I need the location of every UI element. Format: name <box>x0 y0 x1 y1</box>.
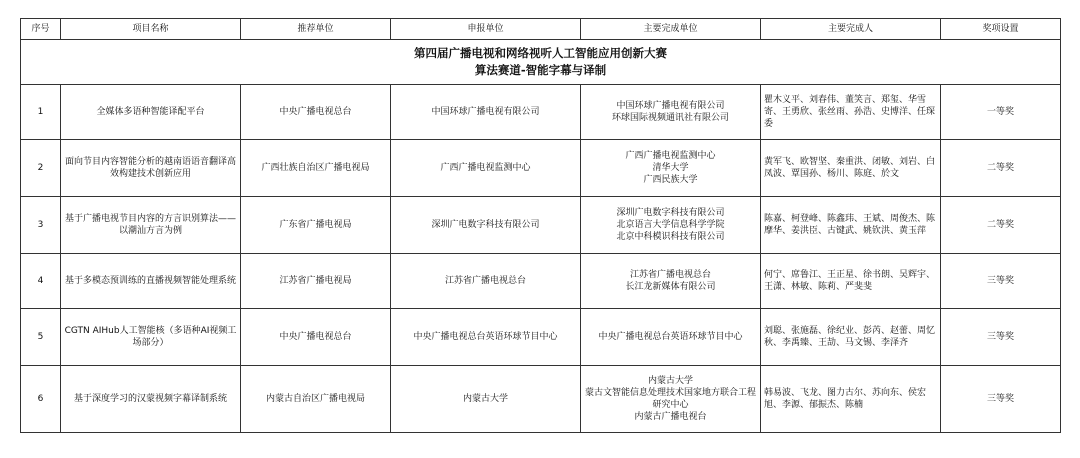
unit-item: 深圳广电数字科技有限公司 <box>616 208 725 218</box>
row-people: 陈嘉、柯登峰、陈鑫玮、王斌、周俊杰、陈摩华、姜洪臣、古键武、姚钦洪、黄玉萍 <box>761 197 941 254</box>
row-no: 3 <box>21 197 61 254</box>
row-award: 二等奖 <box>941 197 1061 254</box>
header-row <box>21 19 1061 40</box>
row-applicant: 深圳广电数字科技有限公司 <box>391 197 581 254</box>
header-no: 序号 <box>21 19 61 40</box>
row-recommender: 广东省广播电视局 <box>241 197 391 254</box>
unit-item: 中央广播电视总台英语环球节目中心 <box>598 332 743 342</box>
table-row <box>21 254 1061 309</box>
row-units <box>581 197 761 254</box>
row-award: 二等奖 <box>941 140 1061 197</box>
row-no: 4 <box>21 254 61 309</box>
row-no: 6 <box>21 366 61 433</box>
unit-item: 中国环球广播电视有限公司 <box>616 101 725 111</box>
row-units <box>581 254 761 309</box>
row-people: 瞿木义平、刘春伟、董笑言、郑玺、华雪寄、王勇欣、张丝雨、孙浩、史博洋、任琛委 <box>761 85 941 140</box>
unit-item: 北京中科模识科技有限公司 <box>616 232 725 242</box>
row-recommender: 江苏省广播电视局 <box>241 254 391 309</box>
row-recommender: 广西壮族自治区广播电视局 <box>241 140 391 197</box>
header-recommender: 推荐单位 <box>241 19 391 40</box>
row-project: 基于多模态预训练的直播视频智能处理系统 <box>61 254 241 309</box>
row-recommender: 中央广播电视总台 <box>241 85 391 140</box>
row-units <box>581 309 761 366</box>
row-award: 三等奖 <box>941 309 1061 366</box>
row-project: 基于深度学习的汉蒙视频字幕译制系统 <box>61 366 241 433</box>
table-row <box>21 309 1061 366</box>
header-project: 项目名称 <box>61 19 241 40</box>
unit-item: 广西民族大学 <box>643 175 698 185</box>
title-line-1: 第四届广播电视和网络视听人工智能应用创新大赛 <box>414 46 667 60</box>
unit-item: 北京语言大学信息科学学院 <box>616 220 725 230</box>
unit-item: 长江龙新媒体有限公司 <box>625 282 716 292</box>
header-award: 奖项设置 <box>941 19 1061 40</box>
unit-item: 内蒙古大学 <box>647 376 693 386</box>
row-recommender: 内蒙古自治区广播电视局 <box>241 366 391 433</box>
row-units <box>581 85 761 140</box>
unit-item: 内蒙古广播电视台 <box>634 412 707 422</box>
row-applicant: 中央广播电视总台英语环球节目中心 <box>391 309 581 366</box>
table-row <box>21 197 1061 254</box>
unit-item: 江苏省广播电视总台 <box>629 270 711 280</box>
row-units <box>581 140 761 197</box>
row-units <box>581 366 761 433</box>
header-people: 主要完成人 <box>761 19 941 40</box>
unit-item: 广西广播电视监测中心 <box>625 151 716 161</box>
row-award: 一等奖 <box>941 85 1061 140</box>
row-award: 三等奖 <box>941 366 1061 433</box>
table-row <box>21 366 1061 433</box>
award-table-container <box>20 18 1060 433</box>
row-people: 黄军飞、欧智坚、秦重洪、闭敏、刘岩、白凤波、覃国孙、杨川、陈庭、於文 <box>761 140 941 197</box>
row-no: 5 <box>21 309 61 366</box>
unit-item: 环球国际视频通讯社有限公司 <box>611 113 729 123</box>
row-applicant: 广西广播电视监测中心 <box>391 140 581 197</box>
row-people: 韩易波、飞龙、图力古尔、苏向东、侯宏旭、李源、郁振杰、陈楠 <box>761 366 941 433</box>
unit-item: 蒙古文智能信息处理技术国家地方联合工程研究中心 <box>584 388 756 410</box>
row-applicant: 内蒙古大学 <box>391 366 581 433</box>
header-units: 主要完成单位 <box>581 19 761 40</box>
row-people: 刘聪、张施磊、徐纪业、彭芮、赵蕾、周忆秋、李禹臻、王劼、马文锡、李泽齐 <box>761 309 941 366</box>
row-applicant: 江苏省广播电视总台 <box>391 254 581 309</box>
row-applicant: 中国环球广播电视有限公司 <box>391 85 581 140</box>
table-row <box>21 85 1061 140</box>
row-project: CGTN AIHub人工智能核（多语种AI视频工场部分） <box>61 309 241 366</box>
row-people: 何宁、席鲁江、王正星、徐书朗、吴辉宇、王潇、林敏、陈莉、严斐斐 <box>761 254 941 309</box>
title-line-2: 算法赛道-智能字幕与译制 <box>474 63 607 77</box>
row-award: 三等奖 <box>941 254 1061 309</box>
row-project: 基于广播电视节目内容的方言识别算法——以潮汕方言为例 <box>61 197 241 254</box>
header-applicant: 申报单位 <box>391 19 581 40</box>
row-project: 面向节目内容智能分析的越南语语音翻译高效构建技术创新应用 <box>61 140 241 197</box>
table-title <box>21 40 1061 85</box>
table-row <box>21 140 1061 197</box>
award-table <box>20 18 1061 433</box>
row-no: 2 <box>21 140 61 197</box>
unit-item: 清华大学 <box>652 163 689 173</box>
row-project: 全媒体多语种智能译配平台 <box>61 85 241 140</box>
row-no: 1 <box>21 85 61 140</box>
row-recommender: 中央广播电视总台 <box>241 309 391 366</box>
